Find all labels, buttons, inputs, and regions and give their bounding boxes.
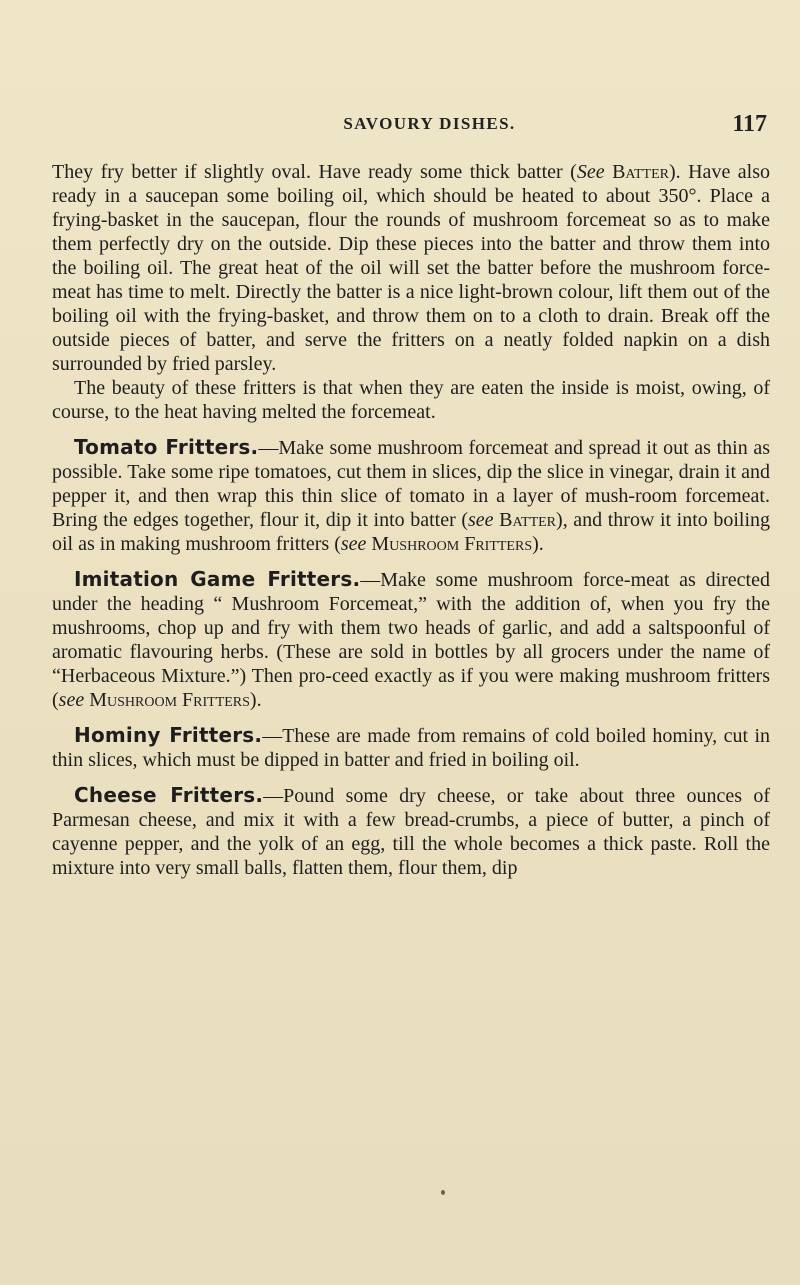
text-run: —Make some mushroom forcemeat and spread it out as thin as possible. Take some ripe tomatoes, cut them in slices, dip the slice in vinegar, drain it and pepper it, and then wrap this thin slice of tomato in a layer of mush-room forcemeat. Bring the edges together, flour it, dip it into batter ( — [52, 437, 770, 531]
text-run — [605, 161, 612, 183]
entry-hominy-fritters — [52, 723, 770, 772]
entry-cheese-fritters — [52, 783, 770, 880]
text-run: —Make some mushroom force-meat as directed under the heading “ Mushroom Forcemeat,” with the addition of, when you fry the mushrooms, chop up and fry with them two heads of garlic, and add a saltspoonful of aromatic flavouring herbs. (These are sold in bottles by all grocers under the name of “Herbaceous Mixture.”) Then pro-ceed exactly as if you were making mushroom fritters ( — [52, 569, 770, 711]
text-run: ). Have also ready in a saucepan some boiling oil, which should be heated to about 350°. Place a frying-basket in the saucepan, flour the rounds of mushroom forcemeat so as to make them perfectly dry on the outside. Dip these pieces into the batter and throw them into the boiling oil. The great heat of the oil will set the batter before the mushroom force-meat has time to melt. Directly the batter is a nice light-brown colour, lift them out of the boiling oil with the frying-basket, and throw them on to a cloth to drain. Break off the outside pieces of batter, and serve the fritters on a neatly folded napkin on a dish surrounded by fried parsley. — [52, 161, 771, 375]
paragraph: The beauty of these fritters is that when they are eaten the inside is moist, owing, of course, to the heat having melted the forcemeat. — [52, 377, 770, 423]
cross-reference-mushroom-fritters: Mushroom Fritters — [371, 533, 533, 555]
text-run: —Pound some dry cheese, or take about three ounces of Parmesan cheese, and mix it with a few bread-crumbs, a piece of butter, a pinch of cayenne pepper, and the yolk of an egg, till the whole becomes a thick paste. Roll the mixture into very small balls, flatten them, flour them, dip — [52, 785, 770, 879]
cross-reference-mushroom-fritters: Mushroom Fritters — [89, 689, 250, 711]
cross-reference-batter: Batter — [612, 161, 669, 183]
entry-heading: Tomato Fritters. — [74, 435, 259, 459]
see-reference: see — [468, 509, 494, 531]
page-header — [52, 111, 767, 148]
text-run: —These are made from remains of cold boiled hominy, cut in thin slices, which must be dipped in batter and fried in boiling oil. — [52, 725, 771, 771]
entry-imitation-game-fritters — [52, 567, 770, 712]
see-reference: see — [58, 689, 85, 711]
text-run: ). — [532, 533, 544, 555]
running-head: SAVOURY DISHES. — [343, 114, 516, 133]
ink-speck — [441, 1190, 445, 1195]
body-text — [52, 160, 770, 880]
cross-reference-batter: Batter — [499, 509, 557, 531]
text-run: ), and throw it into boiling oil as in making mushroom fritters ( — [52, 509, 771, 555]
text-run: They fry better if slightly oval. Have ready some thick batter ( — [52, 161, 577, 183]
paragraph-continued — [52, 160, 770, 376]
see-reference: see — [340, 533, 367, 555]
see-reference: See — [576, 161, 605, 183]
text-run: ). — [249, 689, 262, 711]
entry-heading: Hominy Fritters. — [74, 723, 263, 747]
entry-heading: Cheese Fritters. — [74, 783, 264, 807]
entry-heading: Imitation Game Fritters. — [74, 567, 361, 591]
page-number: 117 — [732, 111, 767, 137]
entry-tomato-fritters — [52, 435, 770, 556]
